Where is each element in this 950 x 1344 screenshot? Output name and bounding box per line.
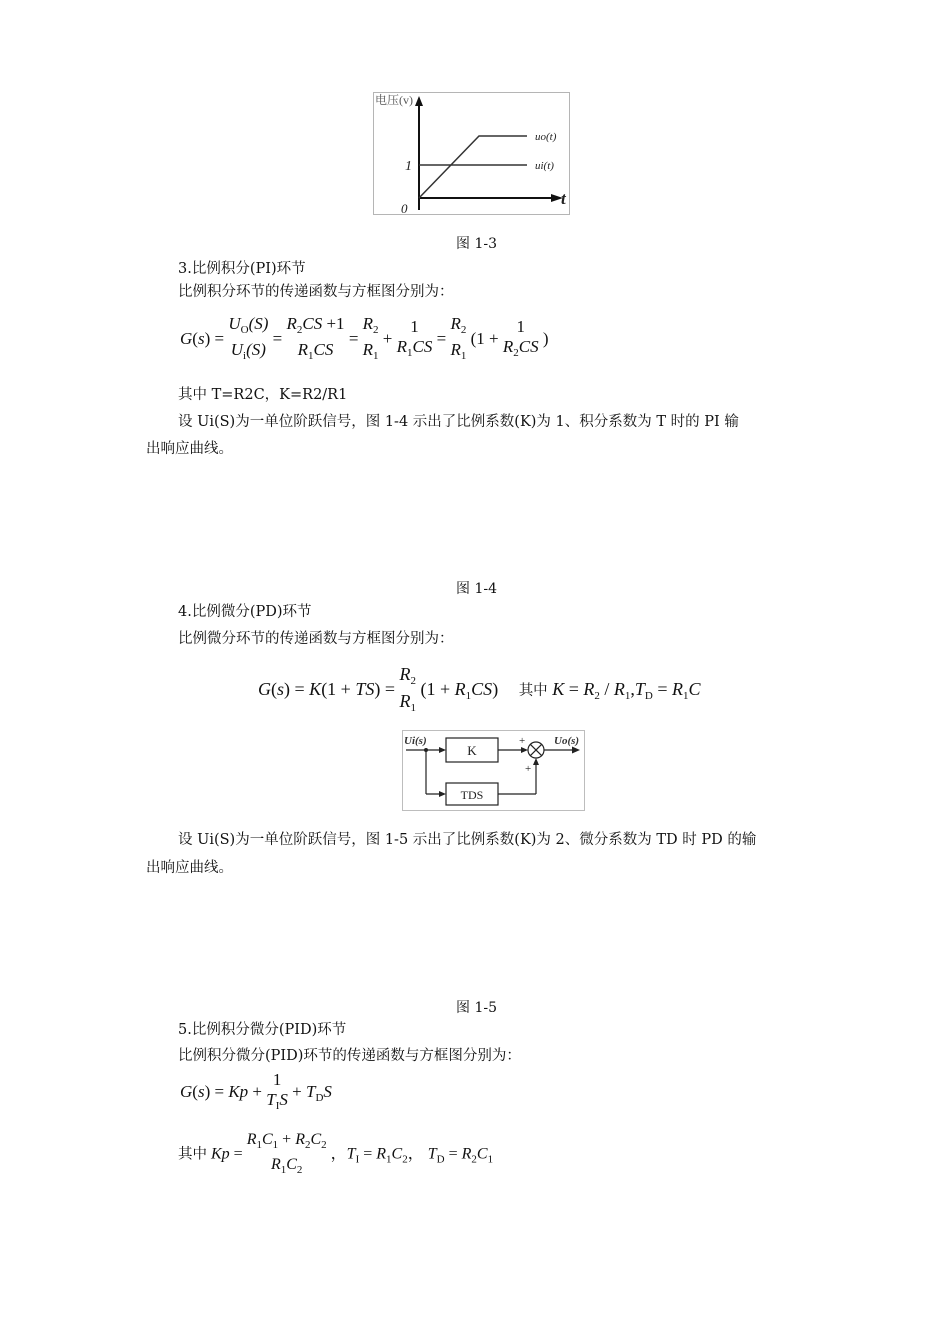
fig13-curve-ui-label: ui(t) xyxy=(535,160,554,172)
pd-description-line-2: 出响应曲线。 xyxy=(146,860,233,876)
pd-derivative-block-label: TDS xyxy=(460,788,484,802)
pi-description-line-2: 出响应曲线。 xyxy=(146,441,233,457)
pid-heading: 5.比例积分微分(PID)环节 xyxy=(178,1022,347,1038)
pi-transfer-function-equation: G(s) = $U_O(S)$ $U_i(S)$ = $R_2CS +1$ $R_1CS$ = $R_2$ $R_1$ + 1 $R_1CS$ = $R_2$ $R_1$ (1 + 1 $R_2CS$ ) xyxy=(180,314,549,362)
pd-input-label: Ui(s) xyxy=(404,735,427,747)
pid-where-label: 其中 xyxy=(178,1146,207,1163)
pd-transfer-function-equation: G(s) = K(1 + TS) = $R_2$ $R_1$ $(1 + R_1CS)$ 其中 $K = R_2 / R_1,T_D = R_1C$ xyxy=(258,664,701,714)
pi-heading: 3.比例积分(PI)环节 xyxy=(178,261,306,277)
pid-intro: 比例积分微分(PID)环节的传递函数与方框图分别为： xyxy=(178,1048,521,1064)
pi-parameter-definition: 其中 T=R2C，K=R2/R1 xyxy=(178,387,348,403)
pd-branch-point xyxy=(424,748,428,752)
pd-sum-plus-bottom: + xyxy=(525,763,532,775)
fig13-origin-label: 0 xyxy=(401,201,408,216)
fig13-ylabel: 电压(v) xyxy=(375,93,413,107)
pd-block-diagram xyxy=(402,730,586,812)
pd-where-label: 其中 xyxy=(518,683,548,700)
figure-1-3-caption: 图 1-3 xyxy=(456,236,497,252)
pd-sum-plus-top: + xyxy=(519,735,526,747)
fig13-y-tick-1: 1 xyxy=(405,159,412,174)
figure-1-5-caption: 图 1-5 xyxy=(456,1000,497,1016)
fig13-curve-uo-label: uo(t) xyxy=(535,131,557,143)
pd-gain-block-label: K xyxy=(467,743,477,758)
pd-output-label: Uo(s) xyxy=(554,735,580,747)
pi-intro: 比例积分环节的传递函数与方框图分别为： xyxy=(178,284,454,300)
pi-description-line-1: 设 Ui(S)为一单位阶跃信号，图 1-4 示出了比例系数(K)为 1、积分系数为 T 时的 PI 输 xyxy=(178,414,739,430)
pid-parameter-definitions: 其中 Kp = $R_1C_1 + R_2C_2$ $R_1C_2$ ，$T_I = R_1C_2$， $T_D = R_2C_1$ xyxy=(178,1131,494,1176)
fig13-xlabel: t xyxy=(561,189,566,208)
pd-intro: 比例微分环节的传递函数与方框图分别为： xyxy=(178,631,454,647)
pid-transfer-function-equation: G(s) = Kp + 1 $T_IS$ + $T_DS$ xyxy=(180,1070,332,1112)
pd-description-line-1: 设 Ui(S)为一单位阶跃信号，图 1-5 示出了比例系数(K)为 2、微分系数为 TD 时 PD 的输 xyxy=(178,832,757,848)
figure-1-3-step-response-plot xyxy=(373,92,571,216)
figure-1-4-caption: 图 1-4 xyxy=(456,581,497,597)
pd-heading: 4.比例微分(PD)环节 xyxy=(178,604,312,620)
